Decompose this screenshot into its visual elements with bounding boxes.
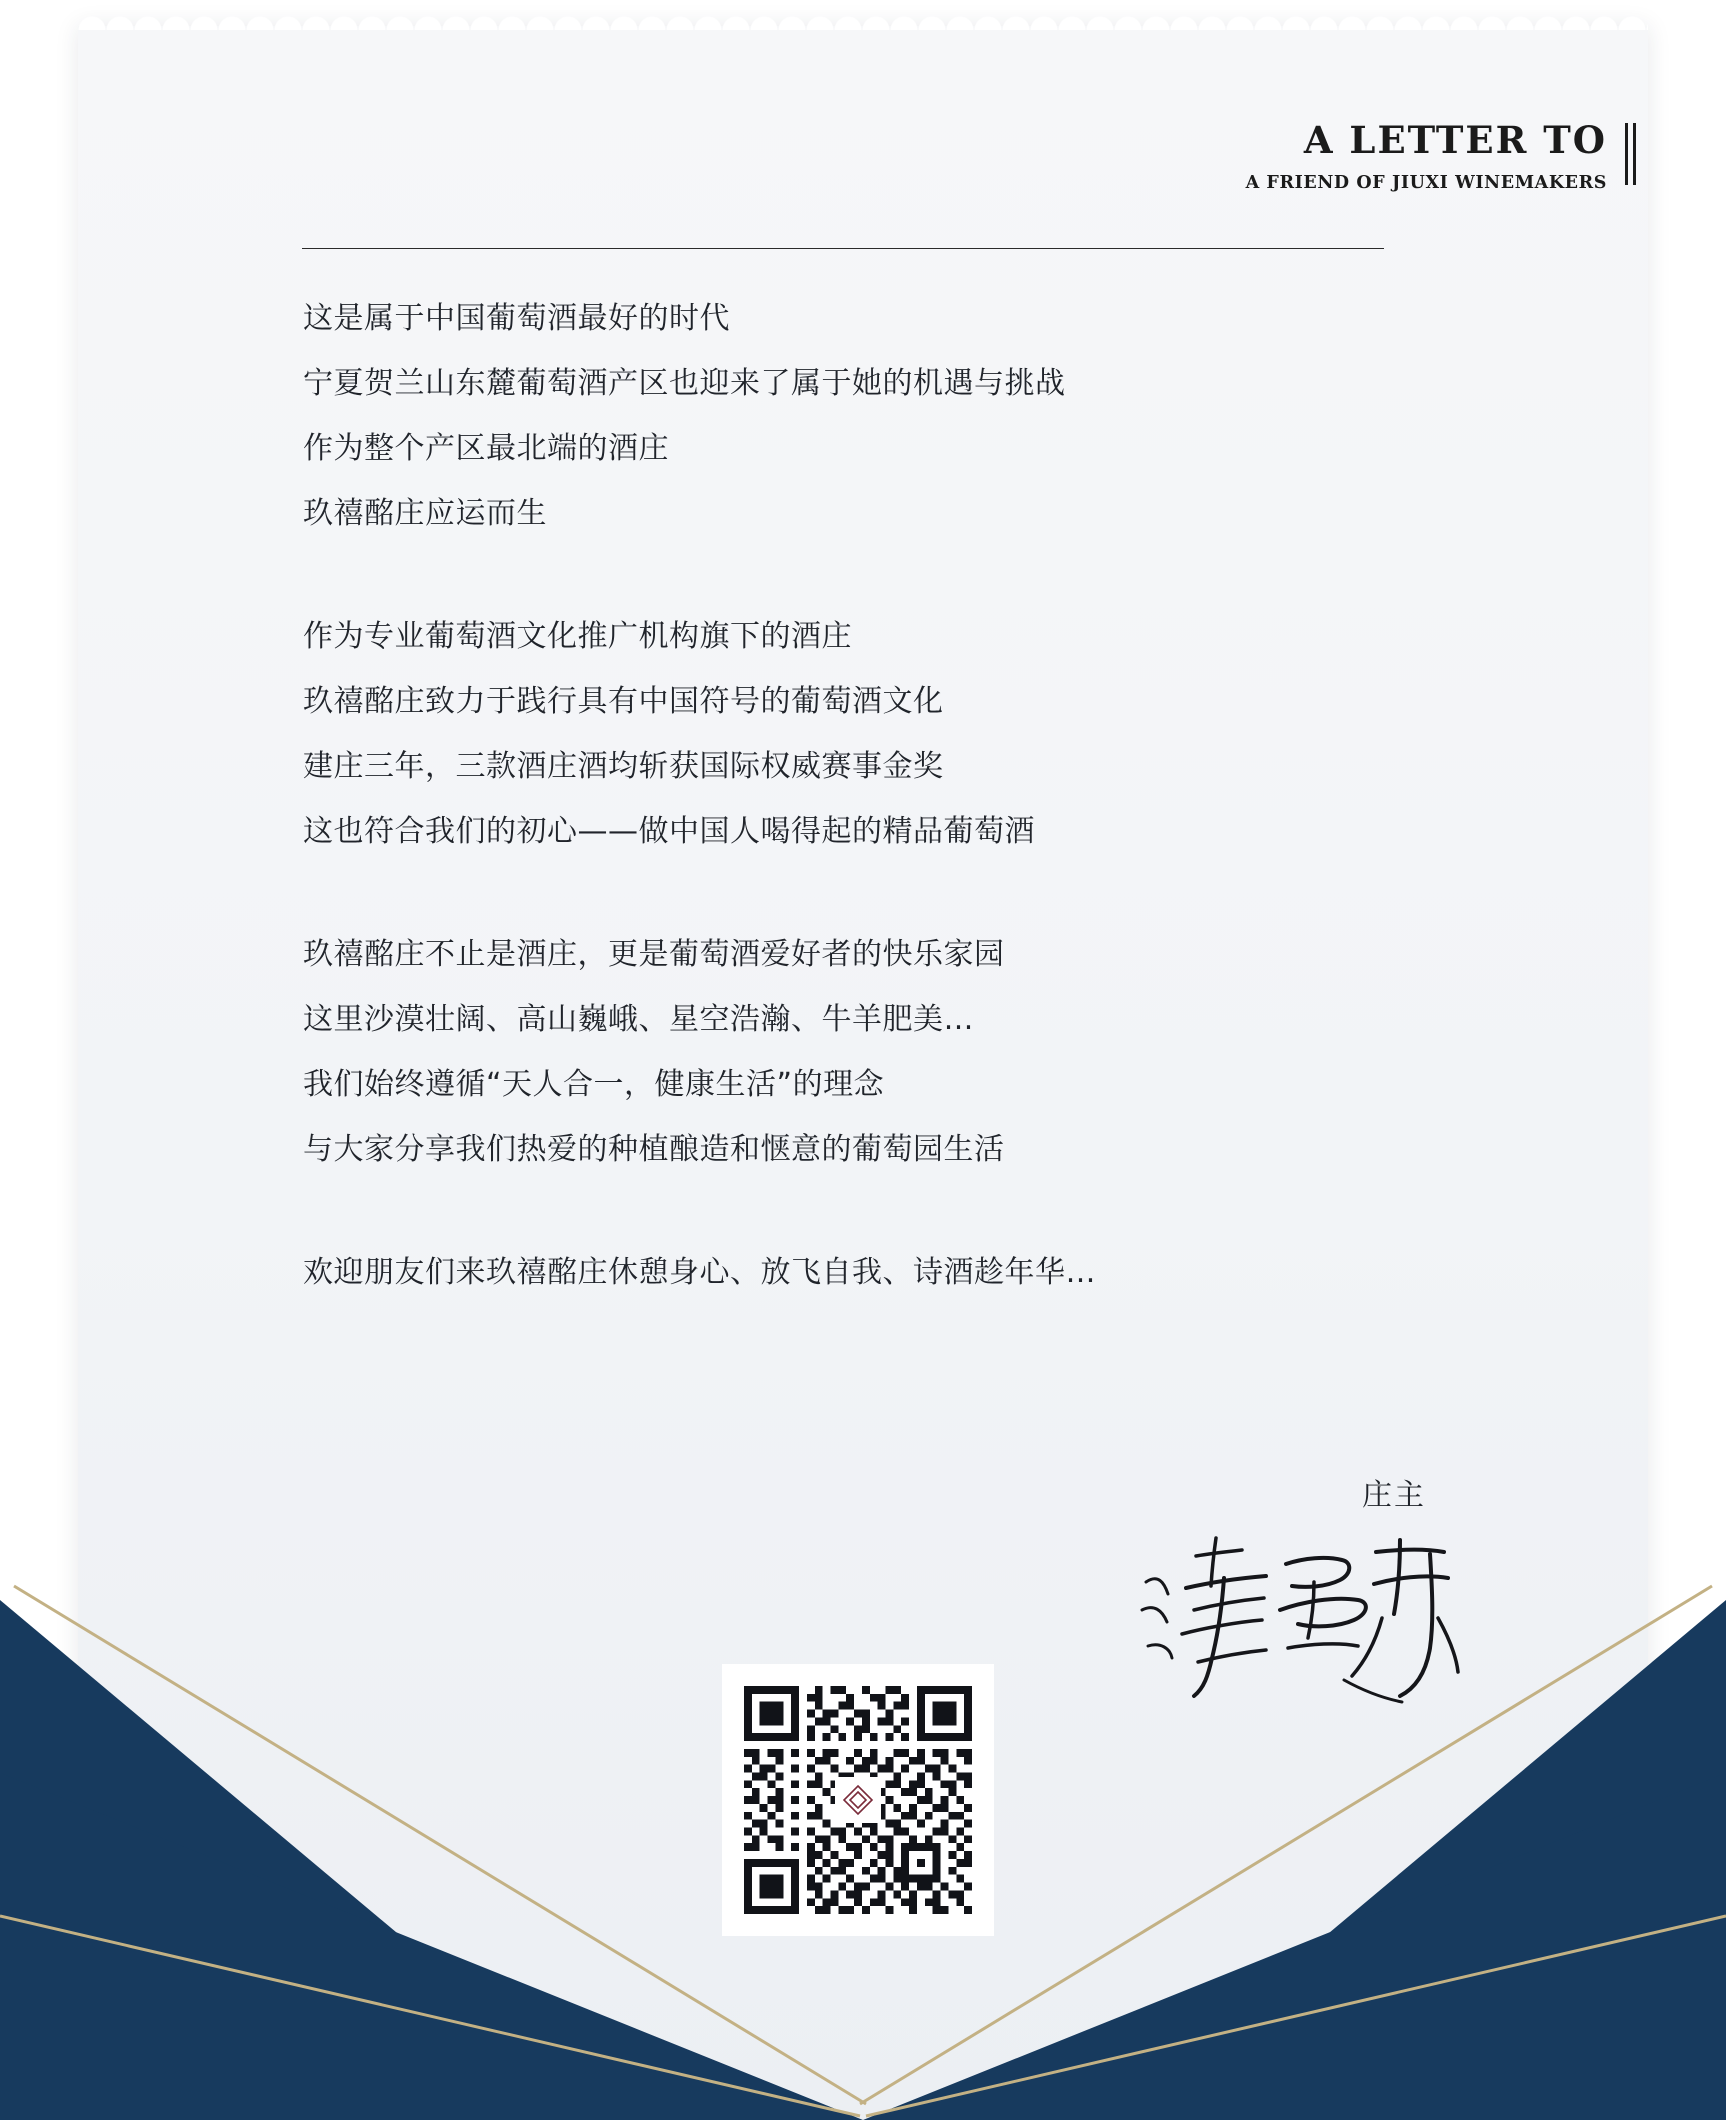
body-line: 这里沙漠壮阔、高山巍峨、星空浩瀚、牛羊肥美… xyxy=(303,1002,974,1037)
body-line: 我们始终遵循“天人合一，健康生活”的理念 xyxy=(303,1067,885,1102)
header-divider xyxy=(302,248,1384,249)
body-line: 建庄三年，三款酒庄酒均斩获国际权威赛事金奖 xyxy=(303,749,944,784)
paragraph xyxy=(303,286,1423,546)
body-line: 这也符合我们的初心——做中国人喝得起的精品葡萄酒 xyxy=(303,814,1035,849)
paragraph xyxy=(303,1240,1423,1305)
body-line: 与大家分享我们热爱的种植酿造和惬意的葡萄园生活 xyxy=(303,1132,1005,1167)
body-line: 玖禧酩庄致力于践行具有中国符号的葡萄酒文化 xyxy=(303,684,944,719)
letter-header xyxy=(936,120,1636,193)
body-line: 玖禧酩庄应运而生 xyxy=(303,496,547,531)
paragraph xyxy=(303,604,1423,864)
letter-body xyxy=(303,286,1423,1305)
body-line: 作为专业葡萄酒文化推广机构旗下的酒庄 xyxy=(303,619,852,654)
signature-label: 庄主 xyxy=(1362,1478,1426,1513)
page-subtitle: A FRIEND OF JIUXI WINEMAKERS xyxy=(1245,172,1607,193)
body-line: 作为整个产区最北端的酒庄 xyxy=(303,431,669,466)
page-title: A LETTER TO xyxy=(1303,118,1607,162)
paragraph xyxy=(303,922,1423,1182)
wechat-qr-code[interactable] xyxy=(722,1664,994,1936)
double-bar-ornament-icon xyxy=(1625,120,1636,193)
body-line: 这是属于中国葡萄酒最好的时代 xyxy=(303,301,730,336)
body-line: 欢迎朋友们来玖禧酩庄休憩身心、放飞自我、诗酒趁年华… xyxy=(303,1255,1096,1290)
body-line: 玖禧酩庄不止是酒庄，更是葡萄酒爱好者的快乐家园 xyxy=(303,937,1005,972)
body-line: 宁夏贺兰山东麓葡萄酒产区也迎来了属于她的机遇与挑战 xyxy=(303,366,1066,401)
diamond-logo-icon xyxy=(835,1777,881,1823)
